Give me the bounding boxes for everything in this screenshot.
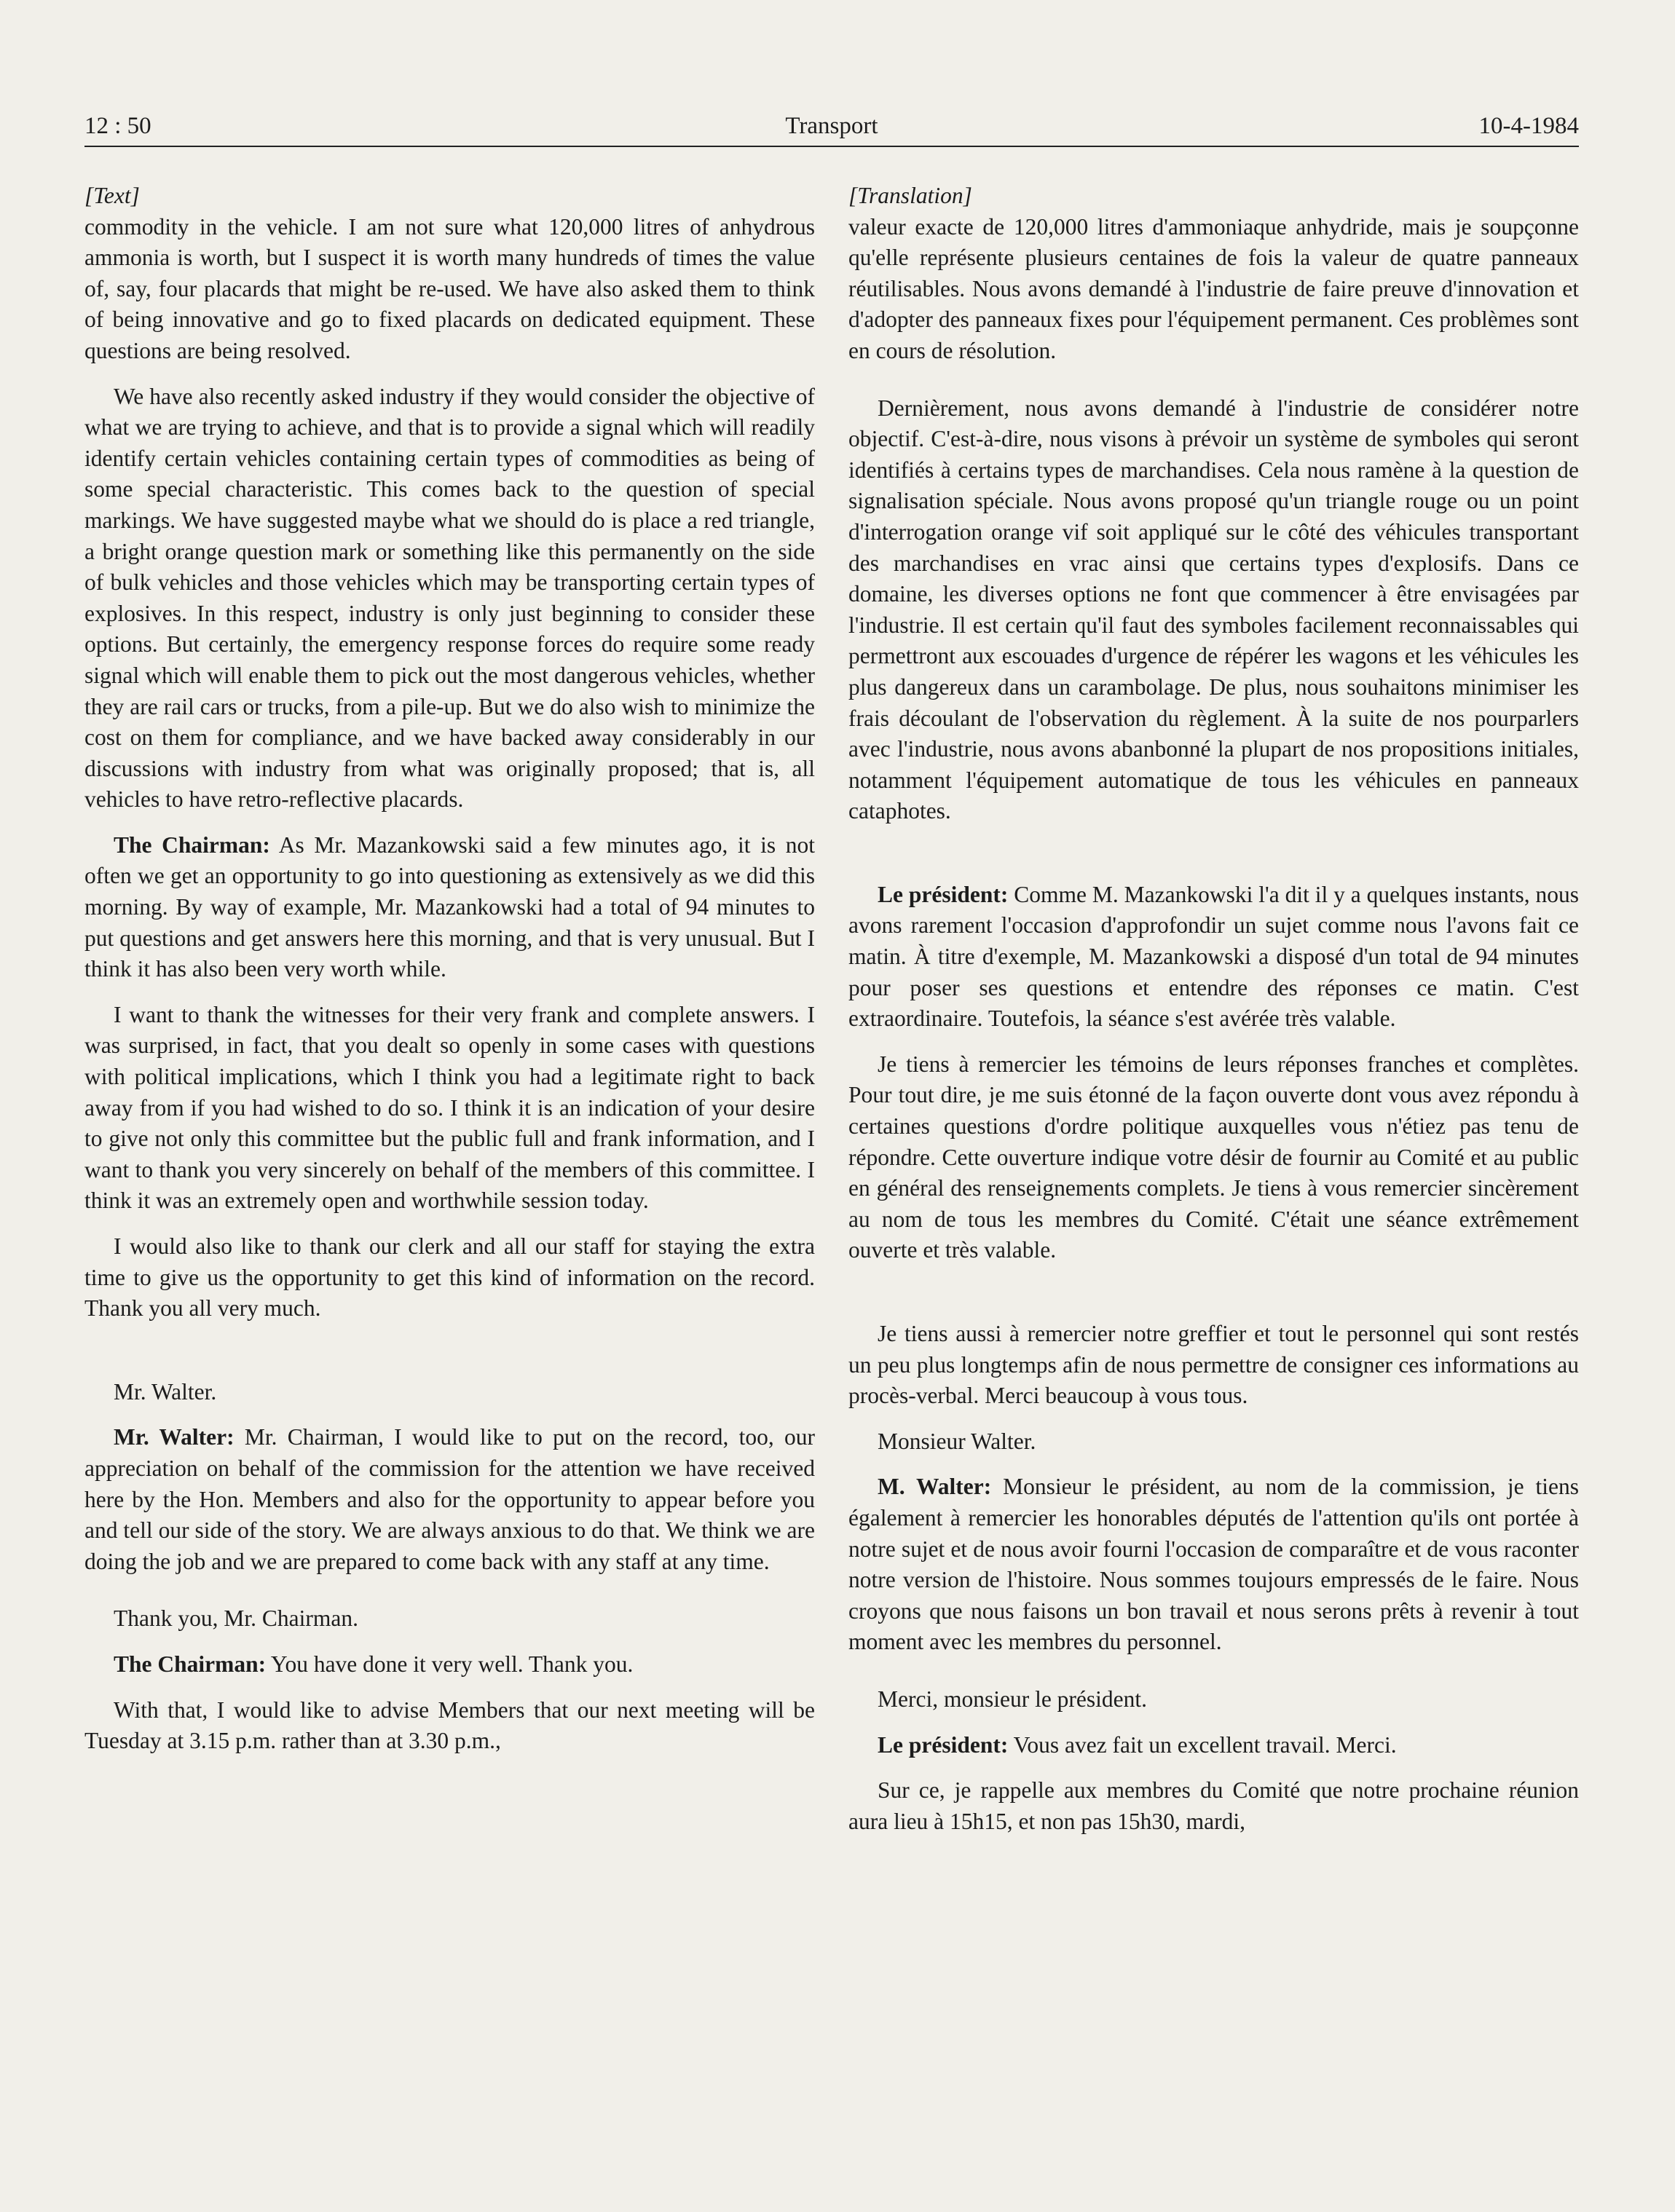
speech-text: Comme M. Mazankowski l'a dit il y a quelques instants, nous avons rarement l'occasion d'approfondir un sujet comme nous l'avons fait ce matin. À titre d'exemple, M. Mazankowski a disposé d'un total de 94 minutes pour poser ses questions et entendre des réponses ce matin. C'est extraordinaire. Toutefois, la séance s'est avérée très valable. [848, 881, 1579, 1032]
page-header [84, 109, 1579, 143]
speaker-paragraph [84, 830, 815, 985]
column-tag-text: Translation [857, 183, 963, 208]
paragraph: With that, I would like to advise Members that our next meeting will be Tuesday at 3.15 p.m. rather than at 3.30 p.m., [84, 1696, 815, 1754]
speech-text: You have done it very well. Thank you. [270, 1651, 634, 1677]
speaker-paragraph [848, 880, 1579, 1035]
paragraph: Monsieur Walter. [878, 1428, 1036, 1454]
speaker-paragraph [848, 1472, 1579, 1658]
speech-text: Monsieur le président, au nom de la commission, je tiens également à remercier les honorables députés de l'attention qu'ils ont portée à notre sujet et de nous avoir fourni l'occasion de comparaître et de vous raconter notre version de l'histoire. Nous sommes toujours empressés de le faire. Nous croyons que nous faisons un bon travail et nous serons prêts à revenir à tout moment avec les membres du personnel. [848, 1474, 1579, 1655]
speaker-name: Le président: [878, 881, 1009, 907]
column-tag-text: Text [93, 183, 131, 208]
paragraph: Je tiens aussi à remercier notre greffier et tout le personnel qui sont restés un peu plus longtemps afin de nous permettre de consigner ces informations au procès-verbal. Merci beaucoup à vous tous. [848, 1321, 1579, 1409]
speaker-name: Mr. Walter: [114, 1424, 234, 1450]
speaker-paragraph [84, 1649, 815, 1680]
speech-text: As Mr. Mazankowski said a few minutes ago, it is not often we get an opportunity to go into questioning as extensively as we did this morning. By way of example, Mr. Mazankowski had a total of 94 minutes to put questions and get answers here this morning, and that is very unusual. But I think it has also been very worth while. [84, 832, 815, 982]
paragraph: Thank you, Mr. Chairman. [114, 1605, 358, 1632]
page-date: 10-4-1984 [1478, 113, 1579, 139]
english-column [84, 181, 815, 1757]
paragraph: Merci, monsieur le président. [878, 1686, 1148, 1712]
running-title: Transport [785, 113, 878, 139]
paragraph: commodity in the vehicle. I am not sure what 120,000 litres of anhydrous ammonia is worth, but I suspect it is worth many hundreds of times the value of, say, four placards that might be re-used. We have also asked them to think of being innovative and go to fixed placards on dedicated equipment. These questions are being resolved. [84, 213, 815, 363]
speech-text: Vous avez fait un excellent travail. Merci. [1013, 1731, 1397, 1758]
speaker-name: The Chairman: [114, 832, 270, 858]
speaker-name: The Chairman: [114, 1651, 267, 1677]
speaker-paragraph [848, 1730, 1579, 1761]
speaker-name: M. Walter: [878, 1474, 992, 1500]
paragraph: Mr. Walter. [114, 1378, 217, 1405]
page-number: 12 : 50 [84, 113, 151, 139]
speech-text: Mr. Chairman, I would like to put on the record, too, our appreciation on behalf of the commission for the attention we have received here by the Hon. Members and also for the opportunity to appear before you and tell our side of the story. We are always anxious to do that. We think we are doing the job and we are prepared to come back with any staff at any time. [84, 1424, 816, 1574]
speaker-paragraph [84, 1422, 815, 1577]
paragraph: I want to thank the witnesses for their very frank and complete answers. I was surprised, in fact, that you dealt so openly in some cases with questions with political implications, which I think you had a legitimate right to back away from if you had wished to do so. I think it is an indication of your desire to give not only this committee but the public full and frank information, and I want to thank you very sincerely on behalf of the members of this committee. I think it was an extremely open and worthwhile session today. [84, 1001, 815, 1214]
french-column [848, 181, 1579, 1837]
paragraph: I would also like to thank our clerk and all our staff for staying the extra time to give us the opportunity to get this kind of information on the record. Thank you all very much. [84, 1233, 815, 1322]
paragraph: We have also recently asked industry if they would consider the objective of what we are trying to achieve, and that is to provide a signal which will readily identify certain vehicles containing certain types of commodities as being of some special characteristic. This comes back to the question of special markings. We have suggested maybe what we should do is place a red triangle, a bright orange question mark or something like this permanently on the side of bulk vehicles and those vehicles which may be transporting certain types of explosives. In this respect, industry is only just beginning to consider these options. But certainly, the emergency response forces do require some ready signal which will enable them to pick out the most dangerous vehicles, whether they are rail cars or trucks, from a pile-up. But we do also wish to minimize the cost on them for compliance, and we have backed away considerably in our discussions with industry from what was originally proposed; that is, all vehicles to have retro-reflective placards. [84, 383, 815, 813]
paragraph: valeur exacte de 120,000 litres d'ammoniaque anhydride, mais je soupçonne qu'elle représente plusieurs centaines de fois la valeur de quatre panneaux réutilisables. Nous avons demandé à l'industrie de faire preuve d'innovation et d'adopter des panneaux fixes pour l'équipement permanent. Ces problèmes sont en cours de résolution. [848, 213, 1579, 363]
paragraph: Je tiens à remercier les témoins de leurs réponses franches et complètes. Pour tout dire, je me suis étonné de la façon ouverte dont vous avez répondu à certaines questions d'ordre politique auxquelles vous n'étiez pas tenu de répondre. Cette ouverture indique votre désir de fournir au Comité et au public en général des renseignements complets. Je tiens à vous remercier sincèrement au nom de tous les membres du Comité. C'était une séance extrêmement ouverte et très valable. [848, 1051, 1579, 1263]
column-tag: [Translation] [848, 183, 972, 208]
paragraph: Dernièrement, nous avons demandé à l'industrie de considérer notre objectif. C'est-à-dire, nous visons à prévoir un système de symboles qui seront identifiés à certains types de marchandises. Cela nous ramène à la question de signalisation spéciale. Nous avons proposé qu'un triangle rouge ou un point d'interrogation orange vif soit appliqué sur le côté des véhicules transportant des marchandises en vrac ainsi que certains types d'explosifs. Dans ce domaine, les diverses options ne font que commencer à être envisagées par l'industrie. Il est certain qu'il faut des symboles facilement reconnaissables qui permettront aux escouades d'urgence de répérer les wagons et les véhicules les plus dangereux dans un carambolage. De plus, nous souhaitons minimiser les frais découlant de l'observation du règlement. À la suite de nos pourparlers avec l'industrie, nous avons abanbonné la plupart de nos propositions initiales, notamment l'équipement automatique de tous les véhicules en panneaux cataphotes. [848, 395, 1579, 824]
header-rule [84, 146, 1579, 147]
paragraph: Sur ce, je rappelle aux membres du Comité que notre prochaine réunion aura lieu à 15h15, et non pas 15h30, mardi, [848, 1777, 1579, 1834]
speaker-name: Le président: [878, 1731, 1009, 1758]
column-tag: [Text] [84, 183, 140, 208]
